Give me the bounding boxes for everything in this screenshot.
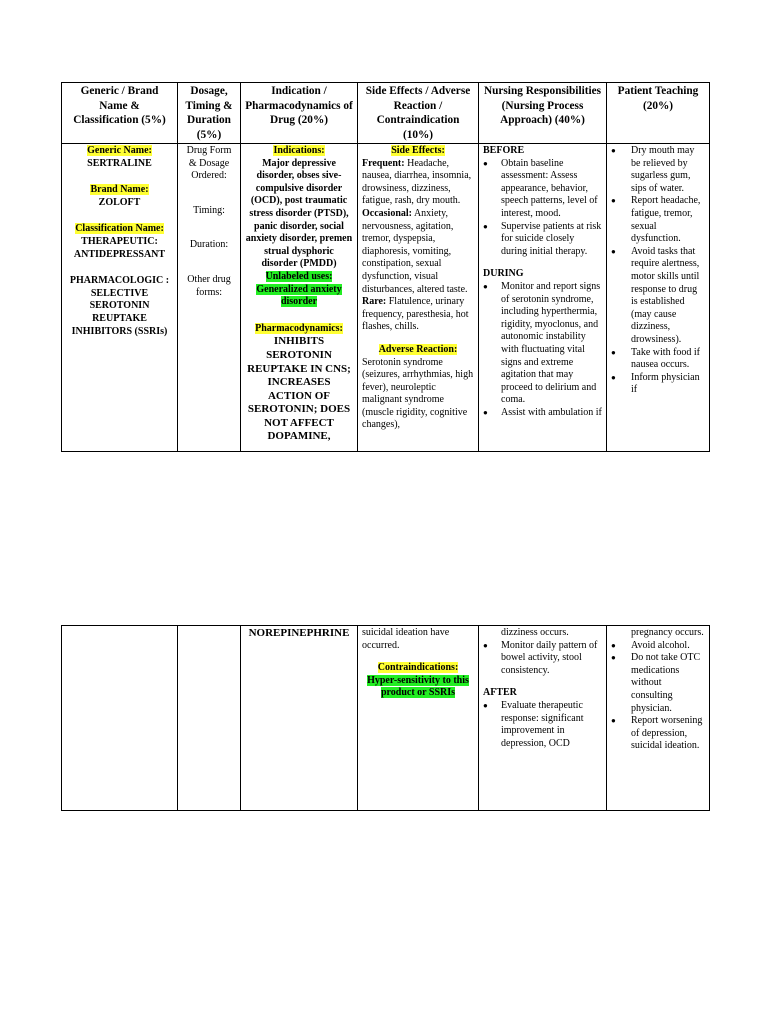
during-list-continued <box>483 640 602 678</box>
duration-label: Duration: <box>189 239 229 251</box>
drug-study-table-page-1 <box>61 82 710 452</box>
contraindications-label: Contraindications: <box>377 662 459 674</box>
rare-value: Flatulence, urinary frequency, paresthesia, hot flashes, chills. <box>362 296 469 333</box>
adverse-reaction-continued: suicidal ideation have occurred. <box>362 627 450 651</box>
list-item: ● Assist with ambulation if <box>483 407 602 420</box>
therapeutic-class: THERAPEUTIC: ANTIDEPRESSANT <box>73 235 166 260</box>
frequent-label: Frequent: <box>362 157 405 169</box>
dosage-cell-continued <box>178 626 241 811</box>
teaching-list-continued <box>611 640 705 753</box>
list-item: ● Do not take OTC medications without consulting physician. <box>611 652 705 715</box>
during-list <box>483 281 602 420</box>
header-generic: Generic / Brand Name & Classification (5%) <box>62 83 178 144</box>
generic-name-label: Generic Name: <box>87 145 152 156</box>
indication-cell <box>241 144 358 452</box>
list-item: ● Avoid alcohol. <box>611 640 705 653</box>
teaching-continued: pregnancy occurs. <box>631 627 704 638</box>
before-list <box>483 158 602 259</box>
frequent-value: Headache, nausea, diarrhea, insomnia, drowsiness, dizziness, fatigue, rash, dry mouth. <box>362 157 472 207</box>
list-item: ● Report headache, fatigue, tremor, sexual dysfunction. <box>611 195 705 245</box>
before-heading: BEFORE <box>483 145 525 156</box>
teaching-cell <box>607 144 710 452</box>
header-dosage: Dosage, Timing & Duration (5%) <box>178 83 241 144</box>
teaching-cell-continued <box>607 626 710 811</box>
adverse-reaction-value: Serotonin syndrome (seizures, arrhythmias, high fever), neuroleptic malignant syndrome (muscle rigidity, cognitive changes), <box>362 356 474 431</box>
indication-cell-continued <box>241 626 358 811</box>
unlabeled-uses: Unlabeled uses: Generalized anxiety disorder <box>256 270 342 308</box>
during-continued: dizziness occurs. <box>501 627 569 638</box>
side-effects-label: Side Effects: <box>391 145 445 156</box>
header-indication: Indication / Pharmacodynamics of Drug (20%) <box>241 83 358 144</box>
table-row <box>62 144 710 452</box>
nursing-cell-continued <box>479 626 607 811</box>
list-item: ● Monitor and report signs of serotonin syndrome, including hyperthermia, rigidity, myoclonus, and autonomic instability with fluctuating vital signs and extreme agitation that may proceed to delirium and coma. <box>483 281 602 407</box>
header-row <box>62 83 710 144</box>
teaching-list <box>611 145 705 397</box>
drug-form-label: Drug Form & Dosage Ordered: <box>186 145 232 182</box>
drug-study-table-page-2 <box>61 625 710 811</box>
list-item: ● Supervise patients at risk for suicide closely during initial therapy. <box>483 221 602 259</box>
list-item: ● Take with food if nausea occurs. <box>611 347 705 372</box>
header-side-effects: Side Effects / Adverse Reaction / Contraindication (10%) <box>358 83 479 144</box>
list-item: ● Inform physician if <box>611 372 705 397</box>
pharmacodynamics-continued: NOREPINEPHRINE <box>248 627 350 639</box>
generic-cell <box>62 144 178 452</box>
brand-name-value: ZOLOFT <box>98 196 141 208</box>
rare-label: Rare: <box>362 296 387 308</box>
list-item: ● Avoid tasks that require alertness, motor skills until response to drug is established (may cause dizziness, drowsiness). <box>611 246 705 347</box>
side-effects-cell-continued <box>358 626 479 811</box>
list-item: ● Dry mouth may be relieved by sugarless gum, sips of water. <box>611 145 705 195</box>
pharmacologic-class: SELECTIVE SEROTONIN REUPTAKE INHIBITORS (SSRIs) <box>71 287 168 337</box>
dosage-cell <box>178 144 241 452</box>
contraindications-value: Hyper-sensitivity to this product or SSRIs <box>367 674 469 699</box>
list-item: ● Report worsening of depression, suicidal ideation. <box>611 715 705 753</box>
header-teaching: Patient Teaching (20%) <box>607 83 710 144</box>
list-item: ● Monitor daily pattern of bowel activity, stool consistency. <box>483 640 602 678</box>
adverse-reaction-label: Adverse Reaction: <box>378 343 458 355</box>
timing-label: Timing: <box>193 204 225 216</box>
pharmacodynamics-label: Pharmacodynamics: <box>255 322 343 334</box>
occasional-label: Occasional: <box>362 207 412 219</box>
list-item: ● Obtain baseline assessment: Assess appearance, behavior, speech patterns, level of interest, mood. <box>483 158 602 221</box>
brand-name-label: Brand Name: <box>90 184 149 196</box>
after-list <box>483 700 602 750</box>
classification-label: Classification Name: <box>75 223 164 235</box>
after-heading: AFTER <box>483 687 517 699</box>
indications-label: Indications: <box>273 145 325 156</box>
generic-cell-continued <box>62 626 178 811</box>
header-nursing: Nursing Responsibilities (Nursing Process Approach) (40%) <box>479 83 607 144</box>
occasional-value: Anxiety, nervousness, agitation, tremor, dyspepsia, diaphoresis, vomiting, constipation, sexual dysfunction, visual disturbances, altered taste. <box>362 207 468 295</box>
table-row <box>62 626 710 811</box>
pharmacodynamics-value: INHIBITS SEROTONIN REUPTAKE IN CNS; INCREASES ACTION OF SEROTONIN; DOES NOT AFFECT DOPAMINE, <box>247 335 351 443</box>
side-effects-cell <box>358 144 479 452</box>
generic-name-value: SERTRALINE <box>87 157 152 169</box>
nursing-cell <box>479 144 607 452</box>
indications-value: Major depressive disorder, obses sive-compulsive disorder (OCD), post traumatic stress disorder (PTSD), panic disorder, social anxiety disorder, premen strual dysphoric disorder (PMDD) <box>245 157 353 270</box>
list-item: ● Evaluate therapeutic response: significant improvement in depression, OCD <box>483 700 602 750</box>
pharmacologic-label: PHARMACOLOGIC : <box>69 275 170 287</box>
during-heading: DURING <box>483 268 524 280</box>
other-forms-label: Other drug forms: <box>187 273 231 298</box>
